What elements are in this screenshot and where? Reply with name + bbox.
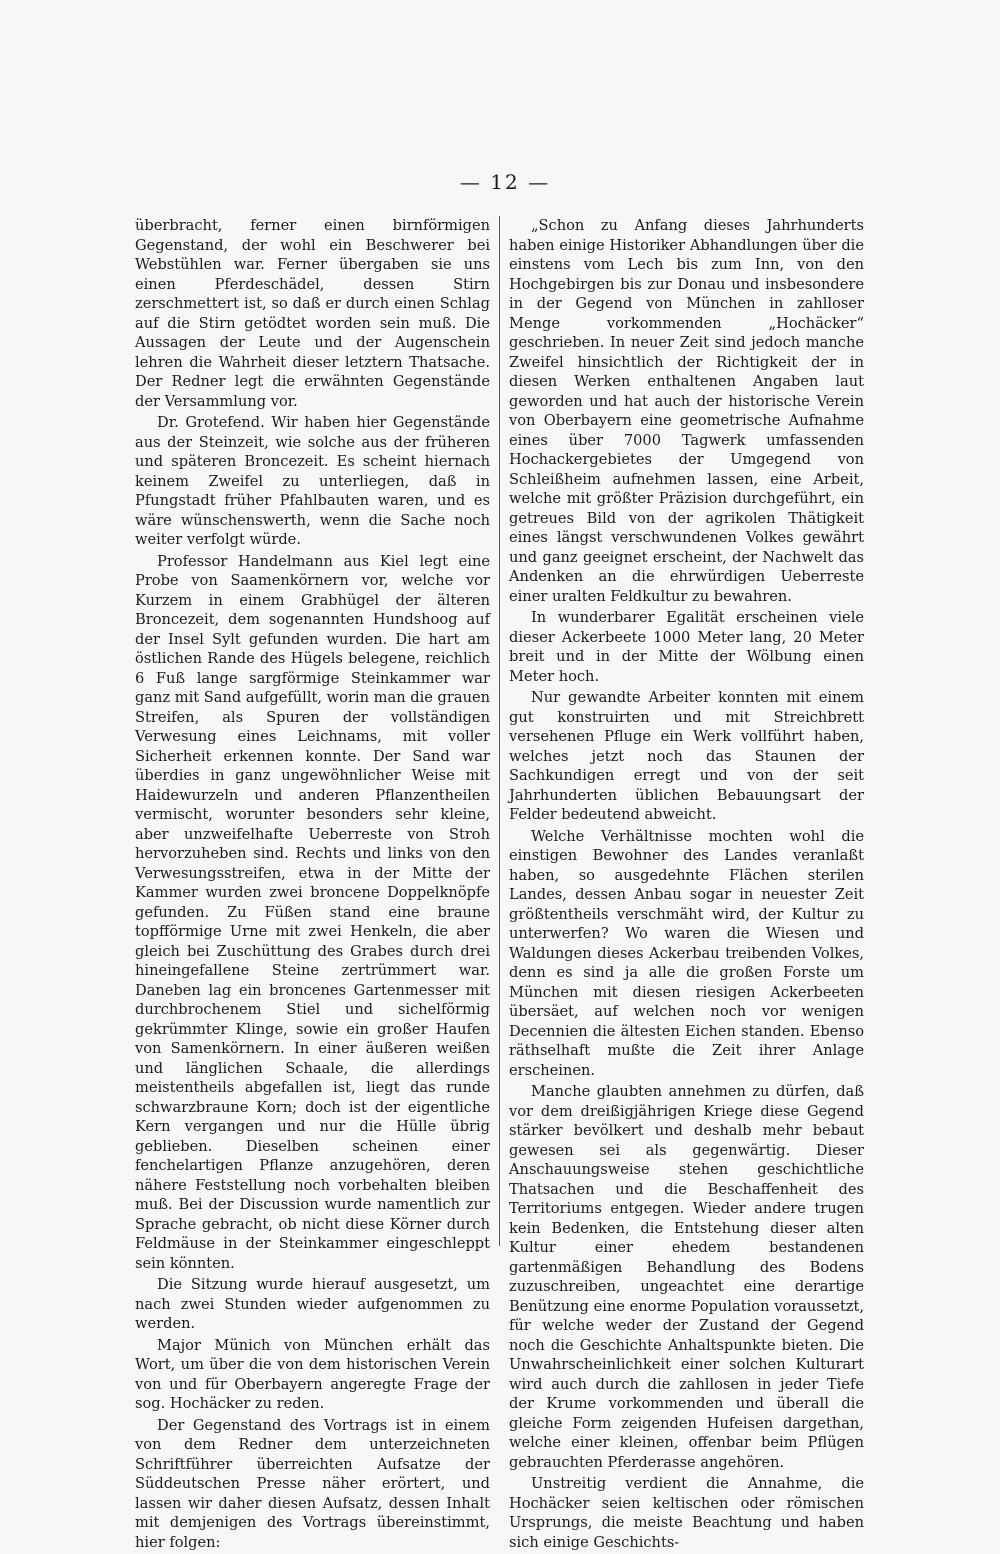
right-paragraph-6: Unstreitig verdient die Annahme, die Hochäcker seien keltischen oder römischen Ursprungs, die meiste Beachtung und haben sich einige Geschichts-: [509, 1475, 864, 1551]
right-paragraph-4: Welche Verhältnisse mochten wohl die einstigen Bewohner des Landes veranlaßt haben, so ausgedehnte Flächen sterilen Landes, dessen Anbau sogar in neuester Zeit größtentheils verschmäht wird, der Kultur zu unterwerfen? Wo waren die Wiesen und Waldungen dieses Ackerbau treibenden Volkes, denn es sind ja alle die großen Forste um München mit diesen riesigen Ackerbeeten übersäet, auf welchen noch vor wenigen Decennien die ältesten Eichen standen. Ebenso räthselhaft mußte die Zeit ihrer Anlage erscheinen.: [509, 827, 864, 1079]
left-paragraph-3: Professor Handelmann aus Kiel legt eine Probe von Saamenkörnern vor, welche vor Kurzem in einem Grabhügel der älteren Broncezeit, dem sogenannten Hundshoog auf der Insel Sylt gefunden wurden. Die hart am östlichen Rande des Hügels belegene, reichlich 6 Fuß lange sargförmige Steinkammer war ganz mit Sand aufgefüllt, worin man die grauen Streifen, als Spuren der vollständigen Verwesung eines Leichnams, mit voller Sicherheit erkennen konnte. Der Sand war überdies in ganz ungewöhnlicher Weise mit Haidewurzeln und anderen Pflanzentheilen vermischt, worunter besonders sehr kleine, aber unzweifelhafte Ueberreste von Stroh hervorzuheben sind. Rechts und links von den Verwesungsstreifen, etwa in der Mitte der Kammer wurden zwei broncene Doppelknöpfe gefunden. Zu Füßen stand eine braune topfförmige Urne mit zwei Henkeln, die aber gleich bei Zuschüttung des Grabes durch drei hineingefallene Steine zertrümmert war. Daneben lag ein broncenes Gartenmesser mit durchbrochenem Stiel und sichelförmig gekrümmter Klinge, sowie ein großer Haufen von Samenkörnern. In einer äußeren weißen und länglichen Schaale, die allerdings meistentheils abgefallen ist, liegt das runde schwarzbraune Korn; doch ist der eigentliche Kern vergangen und nur die Hülle übrig geblieben. Dieselben scheinen einer fenchelartigen Pflanze anzugehören, deren nähere Feststellung noch vorbehalten bleiben muß. Bei der Discussion wurde namentlich zur Sprache gebracht, ob nicht diese Körner durch Feldmäuse in der Steinkammer eingeschleppt sein könnten.: [135, 552, 490, 1272]
right-paragraph-3: Nur gewandte Arbeiter konnten mit einem gut konstruirten und mit Streichbrett versehenen Pfluge ein Werk vollführt haben, welches jetzt noch das Staunen der Sachkundigen erregt und von der seit Jahrhunderten üblichen Bebauungsart der Felder bedeutend abweicht.: [509, 689, 864, 823]
column-divider: [499, 216, 500, 1246]
right-paragraph-5: Manche glaubten annehmen zu dürfen, daß vor dem dreißigjährigen Kriege diese Gegend stärker bevölkert und deshalb mehr bebaut gewesen sei als gegenwärtig. Dieser Anschauungsweise stehen geschichtliche Thatsachen und die Beschaffenheit des Territoriums entgegen. Wieder andere trugen kein Bedenken, die Entstehung dieser alten Kultur einer ehedem bestandenen gartenmäßigen Behandlung des Bodens zuzuschreiben, ungeachtet eine derartige Benützung eine enorme Population voraussetzt, für welche weder der Zustand der Gegend noch die Geschichte Anhaltspunkte bieten. Die Unwahrscheinlichkeit einer solchen Kulturart wird auch durch die zahllosen in jeder Tiefe der Krume vorkommenden und überall die gleiche Form zeigenden Hufeisen dargethan, welche einer kleinen, offenbar beim Pflügen gebrauchten Pferderasse angehören.: [509, 1083, 864, 1471]
left-paragraph-5: Major Münich von München erhält das Wort, um über die von dem historischen Verein von und für Oberbayern angeregte Frage der sog. Hochäcker zu reden.: [135, 1336, 490, 1412]
right-column: [509, 216, 864, 1554]
left-paragraph-6: Der Gegenstand des Vortrags ist in einem von dem Redner dem unterzeichneten Schriftführer überreichten Aufsatze der Süddeutschen Presse näher erörtert, und lassen wir daher diesen Aufsatz, dessen Inhalt mit demjenigen des Vortrags übereinstimmt, hier folgen:: [135, 1416, 490, 1551]
left-paragraph-4: Die Sitzung wurde hierauf ausgesetzt, um nach zwei Stunden wieder aufgenommen zu werden.: [135, 1276, 490, 1332]
left-paragraph-1: überbracht, ferner einen birnförmigen Gegenstand, der wohl ein Beschwerer bei Webstühlen war. Ferner übergaben sie uns einen Pferdeschädel, dessen Stirn zerschmettert ist, so daß er durch einen Schlag auf die Stirn getödtet worden sein muß. Die Aussagen der Leute und der Augenschein lehren die Wahrheit dieser letztern Thatsache. Der Redner legt die erwähnten Gegenstände der Versammlung vor.: [135, 217, 490, 410]
right-paragraph-1: „Schon zu Anfang dieses Jahrhunderts haben einige Historiker Abhandlungen über die einstens vom Lech bis zum Inn, von den Hochgebirgen bis zur Donau und insbesondere in der Gegend von München in zahlloser Menge vorkommenden „Hochäcker“ geschrieben. In neuer Zeit sind jedoch manche Zweifel hinsichtlich der Richtigkeit der in diesen Werken enthaltenen Angaben laut geworden und hat auch der historische Verein von Oberbayern eine geometrische Aufnahme eines über 7000 Tagwerk umfassenden Hochackergebietes der Umgegend von Schleißheim aufnehmen lassen, eine Arbeit, welche mit größter Präzision durchgeführt, ein getreues Bild von der agrikolen Thätigkeit eines längst verschwundenen Volkes gewährt und ganz geeignet erscheint, der Nachwelt das Andenken an die ehrwürdigen Ueberreste einer uralten Feldkultur zu bewahren.: [509, 217, 864, 605]
left-column: [135, 216, 490, 1554]
page-number: — 12 —: [459, 170, 551, 194]
left-paragraph-2: Dr. Grotefend. Wir haben hier Gegenstände aus der Steinzeit, wie solche aus der früheren und späteren Broncezeit. Es scheint hiernach keinem Zweifel zu unterliegen, daß in Pfungstadt früher Pfahlbauten waren, und es wäre wünschenswerth, wenn die Sache noch weiter verfolgt würde.: [135, 414, 490, 548]
right-paragraph-2: In wunderbarer Egalität erscheinen viele dieser Ackerbeete 1000 Meter lang, 20 Meter breit und in der Mitte der Wölbung einen Meter hoch.: [509, 609, 864, 685]
